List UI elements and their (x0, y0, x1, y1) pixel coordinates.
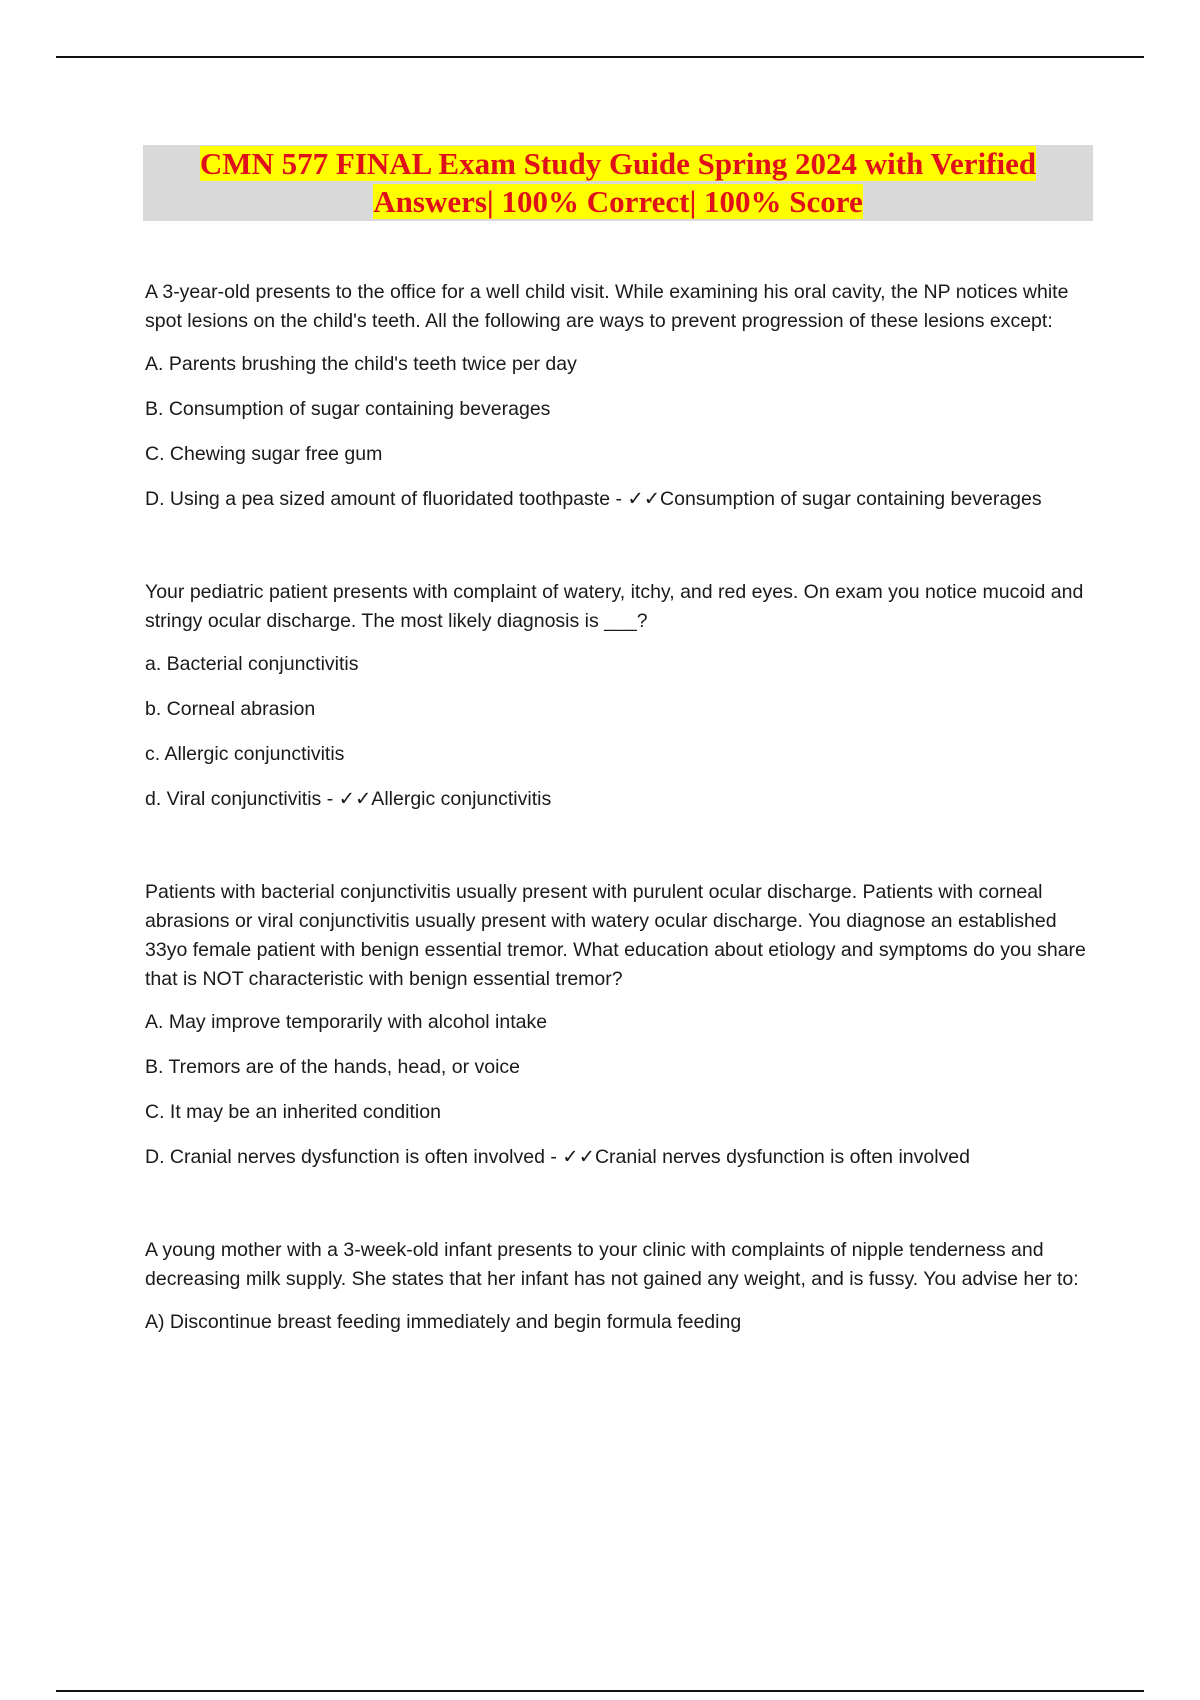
question-stem: Patients with bacterial conjunctivitis usually present with purulent ocular discharge. Patients with corneal abrasions or viral conjunctivitis usually present with watery ocular discharge. You diagnose an established 33yo female patient with benign essential tremor. What education about etiology and symptoms do you share that is NOT characteristic with benign essential tremor? (145, 881, 1086, 990)
question-block (145, 1236, 1100, 1337)
answer-option-with-answer: D. Cranial nerves dysfunction is often involved - ✓✓Cranial nerves dysfunction is often involved (145, 1146, 970, 1168)
title-line-2: Answers| 100% Correct| 100% Score (373, 184, 863, 219)
question-stem: A 3-year-old presents to the office for a well child visit. While examining his oral cavity, the NP notices white spot lesions on the child's teeth. All the following are ways to prevent progression of these lesions except: (145, 281, 1069, 332)
footer-rule (56, 1690, 1144, 1692)
question-block (145, 278, 1100, 514)
answer-option-with-answer: D. Using a pea sized amount of fluoridated toothpaste - ✓✓Consumption of sugar containing beverages (145, 488, 1042, 510)
answer-option: A. Parents brushing the child's teeth twice per day (145, 353, 577, 375)
question-block (145, 878, 1100, 1172)
answer-option: B. Consumption of sugar containing beverages (145, 398, 551, 420)
answer-option: A) Discontinue breast feeding immediately and begin formula feeding (145, 1311, 742, 1333)
question-stem: A young mother with a 3-week-old infant presents to your clinic with complaints of nipple tenderness and decreasing milk supply. She states that her infant has not gained any weight, and is fussy. You advise her to: (145, 1239, 1079, 1290)
document-body (145, 278, 1100, 1401)
answer-option: C. Chewing sugar free gum (145, 443, 383, 465)
header-rule (56, 56, 1144, 58)
answer-option: C. It may be an inherited condition (145, 1101, 441, 1123)
answer-option: c. Allergic conjunctivitis (145, 743, 345, 765)
question-stem: Your pediatric patient presents with complaint of watery, itchy, and red eyes. On exam you notice mucoid and stringy ocular discharge. The most likely diagnosis is ___? (145, 581, 1084, 632)
answer-option: B. Tremors are of the hands, head, or voice (145, 1056, 521, 1078)
answer-option: a. Bacterial conjunctivitis (145, 653, 359, 675)
document-title (143, 145, 1093, 221)
answer-option: A. May improve temporarily with alcohol intake (145, 1011, 548, 1033)
answer-option: b. Corneal abrasion (145, 698, 316, 720)
question-block (145, 578, 1100, 814)
answer-option-with-answer: d. Viral conjunctivitis - ✓✓Allergic conjunctivitis (145, 788, 552, 810)
title-line-1: CMN 577 FINAL Exam Study Guide Spring 2024 with Verified (199, 146, 1037, 181)
